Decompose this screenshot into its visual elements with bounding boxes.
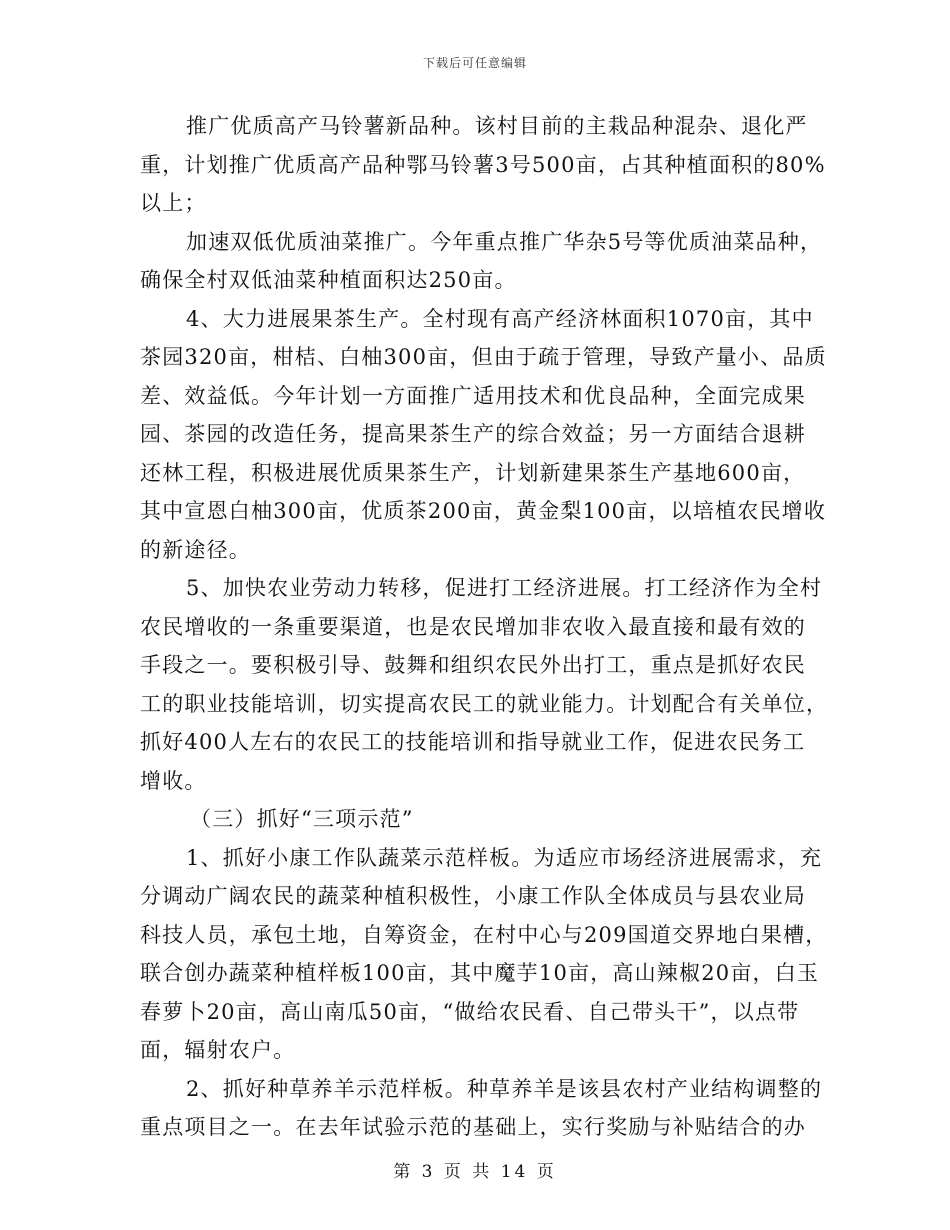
body-text <box>140 107 829 1147</box>
text-line: 推广优质高产马铃薯新品种。该村目前的主栽品种混杂、退化严 <box>186 114 808 138</box>
text-line: 增收。 <box>140 768 207 793</box>
text-line: 抓好400人左右的农民工的技能培训和指导就业工作，促进农民务工 <box>140 730 806 754</box>
text-line: 差、效益低。今年计划一方面推广适用技术和优良品种，全面完成果 <box>140 383 806 408</box>
text-line: 确保全村双低油菜种植面积达250亩。 <box>140 268 517 292</box>
text-line: 的新途径。 <box>140 537 251 562</box>
text-line: 农民增收的一条重要渠道，也是农民增加非农收入最直接和最有效的 <box>140 614 806 639</box>
text-line: 5、加快农业劳动力转移，促进打工经济进展。打工经济作为全村 <box>186 576 823 600</box>
text-line: 分调动广阔农民的蔬菜种植积极性，小康工作队全体成员与县农业局 <box>140 884 806 908</box>
text-line: 还林工程，积极进展优质果茶生产，计划新建果茶生产基地600亩， <box>140 460 806 485</box>
text-line: 重点项目之一。在去年试验示范的基础上，实行奖励与补贴结合的办 <box>140 1115 806 1139</box>
text-line: 茶园320亩，柑桔、白柚300亩，但由于疏于管理，导致产量小、品质 <box>140 345 827 369</box>
text-line: 面，辐射农户。 <box>140 1038 296 1062</box>
text-line: 联合创办蔬菜种植样板100亩，其中魔芋10亩，高山辣椒20亩，白玉 <box>140 961 820 985</box>
text-line: 4、大力进展果茶生产。全村现有高产经济林面积1070亩，其中 <box>186 306 814 331</box>
text-line: 科技人员，承包土地，自筹资金，在村中心与209国道交界地白果槽， <box>140 922 828 947</box>
text-line: 春萝卜20亩，高山南瓜50亩，“做给农民看、自己带头干”，以点带 <box>140 999 800 1024</box>
text-line: 工的职业技能培训，切实提高农民工的就业能力。计划配合有关单位， <box>140 691 829 716</box>
text-line: 1、抓好小康工作队蔬菜示范样板。为适应市场经济进展需求，充 <box>186 845 823 870</box>
page-header: 下载后可任意编辑 <box>422 56 527 70</box>
text-line: 手段之一。要积极引导、鼓舞和组织农民外出打工，重点是抓好农民 <box>140 653 806 677</box>
section-heading: （三）抓好“三项示范” <box>190 807 414 831</box>
text-line: 以上； <box>140 191 207 215</box>
page-footer: 第 3 页 共 14 页 <box>393 1162 557 1182</box>
text-line: 园、茶园的改造任务，提高果茶生产的综合效益；另一方面结合退耕 <box>140 422 806 446</box>
text-line: 其中宣恩白柚300亩，优质茶200亩，黄金梨100亩，以培植农民增收 <box>140 499 827 523</box>
text-line: 重，计划推广优质高产品种鄂马铃薯3号500亩，占其种植面积的80% <box>140 152 826 177</box>
text-line: 2、抓好种草养羊示范样板。种草养羊是该县农村产业结构调整的 <box>186 1076 823 1101</box>
text-line: 加速双低优质油菜推广。今年重点推广华杂5号等优质油菜品种， <box>186 229 823 254</box>
